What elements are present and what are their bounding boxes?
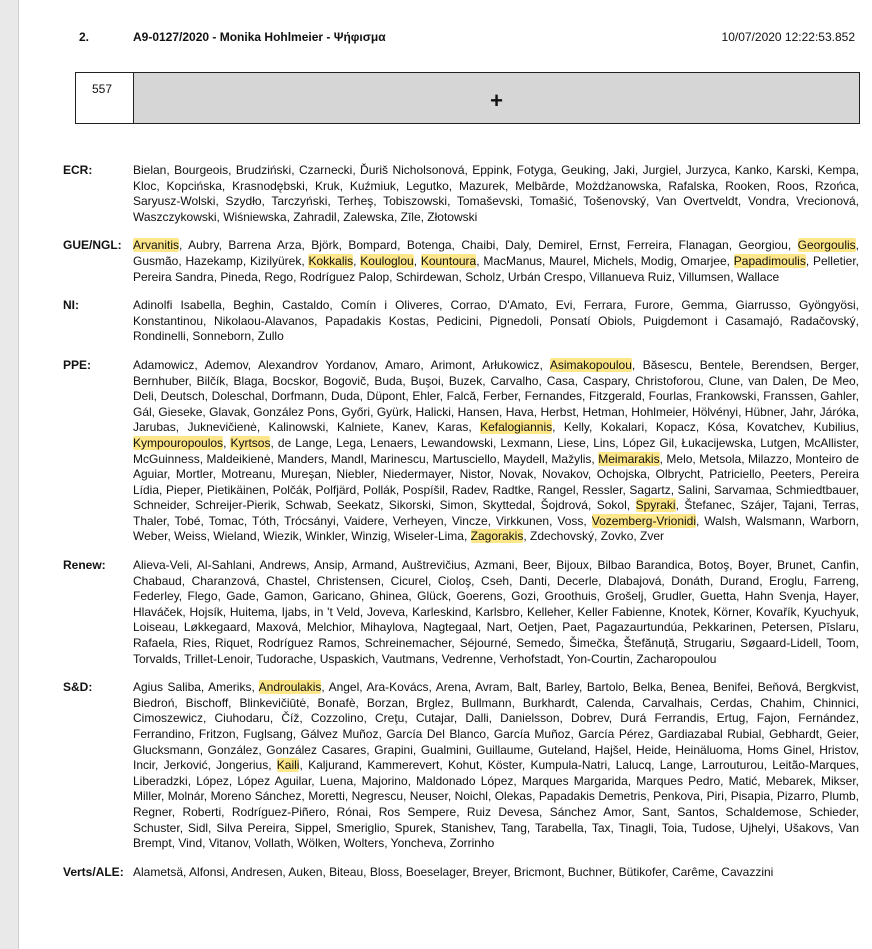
- member-text: Alieva-Veli, Al-Sahlani, Andrews, Ansip, Armand, Auštrevičius, Azmani, Beer, Bijoux, Bilbao Barandica, Botoş, Boyer, Brunet, Canfin, Chabaud, Charanzová, Chastel, Christensen, Cicurel, Cioloş, Cseh, Danti, Decerle, Dlabajová, Donáth, Durand, Eroglu, Farreng, Federley, Flego, Gade, Gamon, Garicano, Ghinea, Glück, Goerens, Gozi, Groothuis, Grošelj, Grudler, Guetta, Hahn Svenja, Hayer, Hlaváček, Hojsík, Huitema, Ijabs, in 't Veld, Joveva, Karleskind, Karlsbro, Kelleher, Keller Fabienne, Knotek, Körner, Kovařík, Kyuchyuk, Loiseau, Løkkegaard, Maxová, Melchior, Mihaylova, Nagtegaal, Nart, Oetjen, Paet, Pagazaurtundúa, Pekkarinen, Petersen, Pīslaru, Rafaela, Ries, Riquet, Rodríguez Ramos, Schreinemacher, Séjourné, Semedo, Šimečka, Štefănuță, Strugariu, Søgaard-Lidell, Toom, Torvalds, Trillet-Lenoir, Tudorache, Uspaskich, Vautmans, Vedrenne, Verhofstadt, Yon-Courtin, Zacharopoulou: [133, 558, 859, 666]
- document-page: [18, 0, 872, 949]
- member-text: , Kelly, Kokalari, Kopacz, Kósa, Kovatchev, Kubilius,: [552, 420, 859, 435]
- member-text: , Zdechovský, Zovko, Zver: [523, 529, 665, 544]
- member-text: ,: [223, 435, 231, 450]
- member-text: , Štefanec, Szájer, Tajani, Terras, Thaler, Tobé, Tomac, Tóth, Trócsányi, Vaidere, Verheyen, Vincze, Virkkunen, Voss,: [133, 498, 860, 528]
- group-block: [63, 238, 859, 285]
- highlighted-member: Kountoura: [420, 253, 477, 268]
- group-name: PPE:: [63, 357, 92, 372]
- vote-datetime: 10/07/2020 12:22:53.852: [721, 30, 855, 44]
- vote-sign: +: [134, 73, 859, 123]
- member-list: [133, 680, 859, 852]
- highlighted-member: Asimakopoulou: [549, 357, 632, 372]
- highlighted-member: Kefalogiannis: [480, 420, 553, 435]
- political-groups: [63, 163, 859, 893]
- member-text: , Melo, Metsola, Milazzo, Monteiro de Aguiar, Mortler, Motreanu, Mureşan, Niebler, Niedermayer, Nistor, Novak, Novakov, Ochojska, Olbrycht, Patriciello, Peeters, Pereira Lídia, Pieper, Pietikäinen, Polčák, Polfjärd, Pollák, Pospíšil, Radev, Radtke, Rangel, Ressler, Sagartz, Salini, Sarvamaa, Schmiedtbauer, Schneider, Schreijer-Pierik, Schwab, Seekatz, Sikorski, Simon, Skyttedal, Šojdrová, Sokol,: [133, 451, 860, 513]
- highlighted-member: Meimarakis: [598, 451, 660, 466]
- group-block: [63, 865, 859, 881]
- member-list: [133, 298, 859, 345]
- member-text: , Aubry, Barrena Arza, Björk, Bompard, Botenga, Chaibi, Daly, Demirel, Ernst, Ferreira, Flanagan, Georgiou,: [179, 238, 798, 253]
- member-list: [133, 238, 859, 285]
- member-text: , Pelletier, Pereira Sandra, Pineda, Rego, Rodríguez Palop, Schirdewan, Scholz, Urbán Crespo, Villanueva Ruiz, Villumsen, Wallace: [133, 253, 859, 284]
- vote-result-box: [75, 72, 860, 124]
- group-block: [63, 298, 859, 345]
- group-name: ECR:: [63, 163, 93, 177]
- group-block: [63, 558, 859, 667]
- member-text: ,: [413, 253, 421, 268]
- member-text: Alametsä, Alfonsi, Andresen, Auken, Biteau, Bloss, Boeselager, Breyer, Bricmont, Buchner, Bütikofer, Carême, Cavazzini: [133, 864, 774, 879]
- highlighted-member: Georgoulis: [797, 238, 856, 253]
- highlighted-member: Kympouropoulos: [133, 435, 224, 450]
- group-block: [63, 358, 859, 545]
- highlighted-member: Zagorakis: [470, 529, 524, 544]
- highlighted-member: Androulakis: [258, 680, 322, 695]
- group-block: [63, 680, 859, 852]
- highlighted-member: Kyrtsos: [230, 435, 271, 450]
- group-name: NI:: [63, 298, 79, 313]
- member-text: Adamowicz, Ademov, Alexandrov Yordanov, Amaro, Arimont, Arłukowicz,: [133, 357, 550, 372]
- member-text: Bielan, Bourgeois, Brudziński, Czarnecki, Ďuriš Nicholsonová, Eppink, Fotyga, Geuking, Jaki, Jurgiel, Jurzyca, Kanko, Karski, Kempa, Kloc, Kopcińska, Krasnodębski, Kruk, Kuźmiuk, Legutko, Mazurek, Melbārde, Możdżanowska, Rafalska, Rooken, Roos, Rzońca, Saryusz-Wolski, Szydło, Tarczyński, Terheş, Tobiszowski, Tomaševski, Tomašić, Tošenovský, Van Overtveldt, Vondra, Vrecionová, Waszczykowski, Wiśniewska, Zahradil, Zalewska, Zīle, Złotowski: [133, 163, 859, 224]
- member-text: , Angel, Ara-Kovács, Arena, Avram, Balt, Barley, Bartolo, Belka, Benea, Benifei, Beňová, Bergkvist, Biedroń, Bischoff, Blinkevičiūtė, Bonafè, Borzan, Brglez, Bullmann, Burkhardt, Calenda, Carvalhais, Cerdas, Chahim, Chinnici, Cimoszewicz, Ciuhodaru, Číž, Cozzolino, Creţu, Cutajar, Dalli, Danielsson, Dobrev, Durá Ferrandis, Ertug, Fajon, Fernández, Ferrandino, Fritzon, Fuglsang, Gálvez Muñoz, García Del Blanco, García Muñoz, García Pérez, Gardiazabal Rubial, Gebhardt, Geier, Glucksmann, González, González Casares, Grapini, Gualmini, Guillaume, Guteland, Hajšel, Heide, Heinäluoma, Homs Ginel, Hristov, Incir, Jerković, Jongerius,: [133, 680, 859, 773]
- item-number: 2.: [79, 30, 90, 44]
- highlighted-member: Papadimoulis: [733, 253, 806, 268]
- member-text: , de Lange, Lega, Lenaers, Lewandowski, Lexmann, Liese, Lins, López Gil, Łukacijewska, Lutgen, McAllister, McGuinness, Maldeikienė, Manders, Mandl, Marinescu, Martusciello, Maydell, Mažylis,: [133, 435, 859, 466]
- member-list: [133, 163, 859, 225]
- member-text: Adinolfi Isabella, Beghin, Castaldo, Comín i Oliveres, Corrao, D'Amato, Evi, Ferrara, Furore, Gemma, Giarrusso, Gyöngyösi, Konstantinou, Nikolaou-Alavanos, Papadakis Kostas, Pedicini, Pignedoli, Ponsatí Obiols, Puigdemont i Casamajó, Radačovský, Rondinelli, Sonneborn, Zullo: [133, 298, 859, 344]
- group-name: GUE/NGL:: [63, 238, 122, 253]
- member-text: , Gusmão, Hazekamp, Kizilyürek,: [133, 238, 859, 268]
- member-text: , Băsescu, Bentele, Berendsen, Berger, Bernhuber, Bilčík, Blaga, Bocskor, Bogovič, Buda, Buşoi, Buzek, Carvalho, Casa, Caspary, Christoforou, Clune, van Dalen, De Meo, Deli, Deutsch, Doleschal, Dorfmann, Duda, Düpont, Ehler, Falcă, Ferber, Fernandes, Fitzgerald, Fourlas, Frankowski, Franssen, Gahler, Gál, Gieseke, Glavak, González Pons, Győri, Gyürk, Halicki, Hansen, Hava, Herbst, Hetman, Hohlmeier, Hölvényi, Hübner, Jahr, Járóka, Jarubas, Juknevičienė, Kalinowski, Kalniete, Kanev, Karas,: [133, 357, 859, 435]
- member-text: ,: [353, 253, 361, 268]
- group-block: [63, 163, 859, 225]
- member-text: Agius Saliba, Ameriks,: [133, 680, 259, 695]
- group-name: S&D:: [63, 680, 93, 695]
- highlighted-member: Arvanitis: [133, 238, 180, 253]
- highlighted-member: Vozemberg-Vrionidi: [591, 513, 697, 528]
- group-name: Renew:: [63, 558, 106, 573]
- member-list: [133, 865, 859, 881]
- group-name: Verts/ALE:: [63, 864, 124, 879]
- vote-count: 557: [76, 73, 134, 123]
- highlighted-member: Kokkalis: [308, 253, 354, 268]
- member-text: , MacManus, Maurel, Michels, Modig, Omarjee,: [476, 253, 734, 268]
- highlighted-member: Spyraki: [635, 498, 676, 513]
- member-text: , Kaljurand, Kammerevert, Kohut, Köster, Kumpula-Natri, Lalucq, Lange, Larrouturou, Leitão-Marques, Liberadzki, López, López Aguilar, Luena, Majorino, Maldonado López, Marques Margarida, Marques Pedro, Matić, Mebarek, Mikser, Miller, Molnár, Moreno Sánchez, Moretti, Negrescu, Neuser, Noichl, Olekas, Papadakis Demetris, Penkova, Piri, Pisapia, Pizarro, Plumb, Regner, Roberti, Rodríguez-Piñero, Rónai, Ros Sempere, Ruiz Devesa, Sánchez Amor, Sant, Santos, Schaldemose, Schieder, Schuster, Sidl, Silva Pereira, Sippel, Smeriglio, Spurek, Stanishev, Tang, Tarabella, Tax, Tinagli, Toia, Tudose, Ujhelyi, Ušakovs, Van Brempt, Vind, Vitanov, Vollath, Wölken, Wolters, Yoncheva, Zorrinho: [133, 758, 859, 851]
- member-text: , Walsh, Walsmann, Warborn, Weber, Weiss, Wieland, Wiezik, Winkler, Winzig, Wiseler-Lima,: [133, 513, 859, 544]
- item-title: A9-0127/2020 - Monika Hohlmeier - Ψήφισμα: [133, 30, 386, 44]
- member-list: [133, 558, 859, 667]
- highlighted-member: Kaili: [276, 758, 300, 773]
- highlighted-member: Kouloglou: [360, 253, 414, 268]
- member-list: [133, 358, 859, 545]
